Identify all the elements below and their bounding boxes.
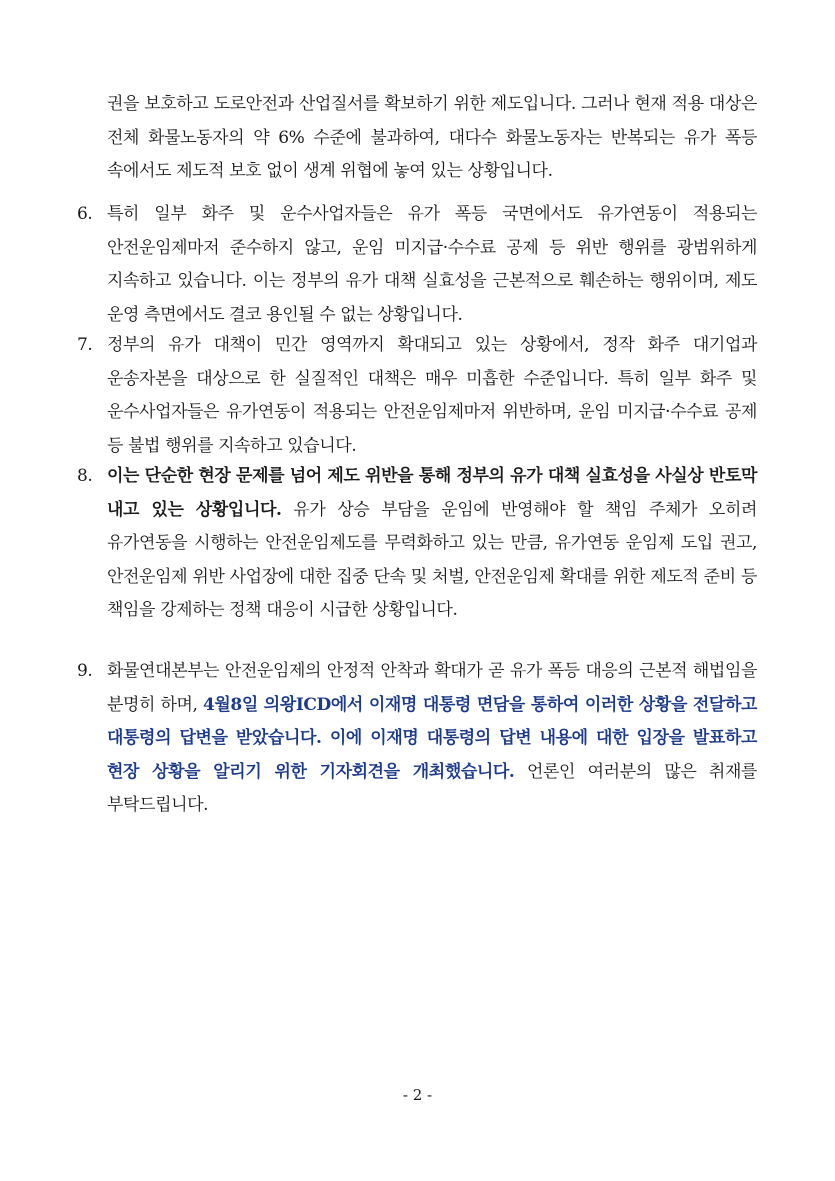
- item-number: 7.: [77, 335, 93, 355]
- paragraph-highlight-text: 4월8일 의왕ICD에서 이재명 대통령 면담을 통하여 이러한 상황을 전달하고 대통령의 답변을 받았습니다. 이에 이재명 대통령의 답변 내용에 대한 입장을 발표하고 현장 상황을 알리기 위한 기자회견을 개최했습니다.: [107, 694, 757, 782]
- page-number: - 2 -: [402, 1086, 433, 1104]
- paragraph-text: 특히 일부 화주 및 운수사업자들은 유가 폭등 국면에서도 유가연동이 적용되는 안전운임제마저 준수하지 않고, 운임 미지급·수수료 공제 등 위반 행위를 광범위하게 지속하고 있습니다. 이는 정부의 유가 대책 실효성을 근본적으로 훼손하는 행위이며, 제도 운영 측면에서도 결코 용인될 수 없는 상황입니다.: [107, 204, 757, 325]
- paragraph-text: 권을 보호하고 도로안전과 산업질서를 확보하기 위한 제도입니다. 그러나 현재 적용 대상은 전체 화물노동자의 약 6% 수준에 불과하여, 대다수 화물노동자는 반복되는 유가 폭등 속에서도 제도적 보호 없이 생계 위협에 놓여 있는 상황입니다.: [107, 94, 757, 181]
- item-number: 6.: [77, 204, 93, 224]
- paragraph-item-7: [77, 329, 757, 463]
- item-number: 9.: [77, 661, 93, 681]
- paragraph-item-9: [77, 655, 758, 823]
- paragraph-text: 화물연대본부는 안전운임제의 안정적 안착과 확대가 곧 유가 폭등 대응의 근본적 해법임을 분명히 하며,: [107, 661, 757, 715]
- paragraph-item-8: [77, 460, 757, 628]
- paragraph-text: 정부의 유가 대책이 민간 영역까지 확대되고 있는 상황에서, 정작 화주 대기업과 운송자본을 대상으로 한 실질적인 대책은 매우 미흡한 수준입니다. 특히 일부 화주 및 운수사업자들은 유가연동이 적용되는 안전운임제마저 위반하며, 운임 미지급·수수료 공제 등 불법 행위를 지속하고 있습니다.: [107, 335, 757, 456]
- paragraph-item-6: [77, 198, 757, 332]
- paragraph-bold-text: 이는 단순한 현장 문제를 넘어 제도 위반을 통해 정부의 유가 대책 실효성을 사실상 반토막 내고 있는 상황입니다.: [107, 466, 757, 520]
- paragraph-tail-text: 언론인 여러분의 많은 취재를 부탁드립니다.: [107, 761, 758, 815]
- paragraph-text: 유가 상승 부담을 운임에 반영해야 할 책임 주체가 오히려 유가연동을 시행하는 안전운임제도를 무력화하고 있는 만큼, 유가연동 운임제 도입 권고, 안전운임제 위반 사업장에 대한 집중 단속 및 처벌, 안전운임제 확대를 위한 제도적 준비 등 책임을 강제하는 정책 대응이 시급한 상황입니다.: [107, 499, 757, 620]
- item-number: 8.: [77, 466, 93, 486]
- paragraph-continuation: [107, 88, 757, 189]
